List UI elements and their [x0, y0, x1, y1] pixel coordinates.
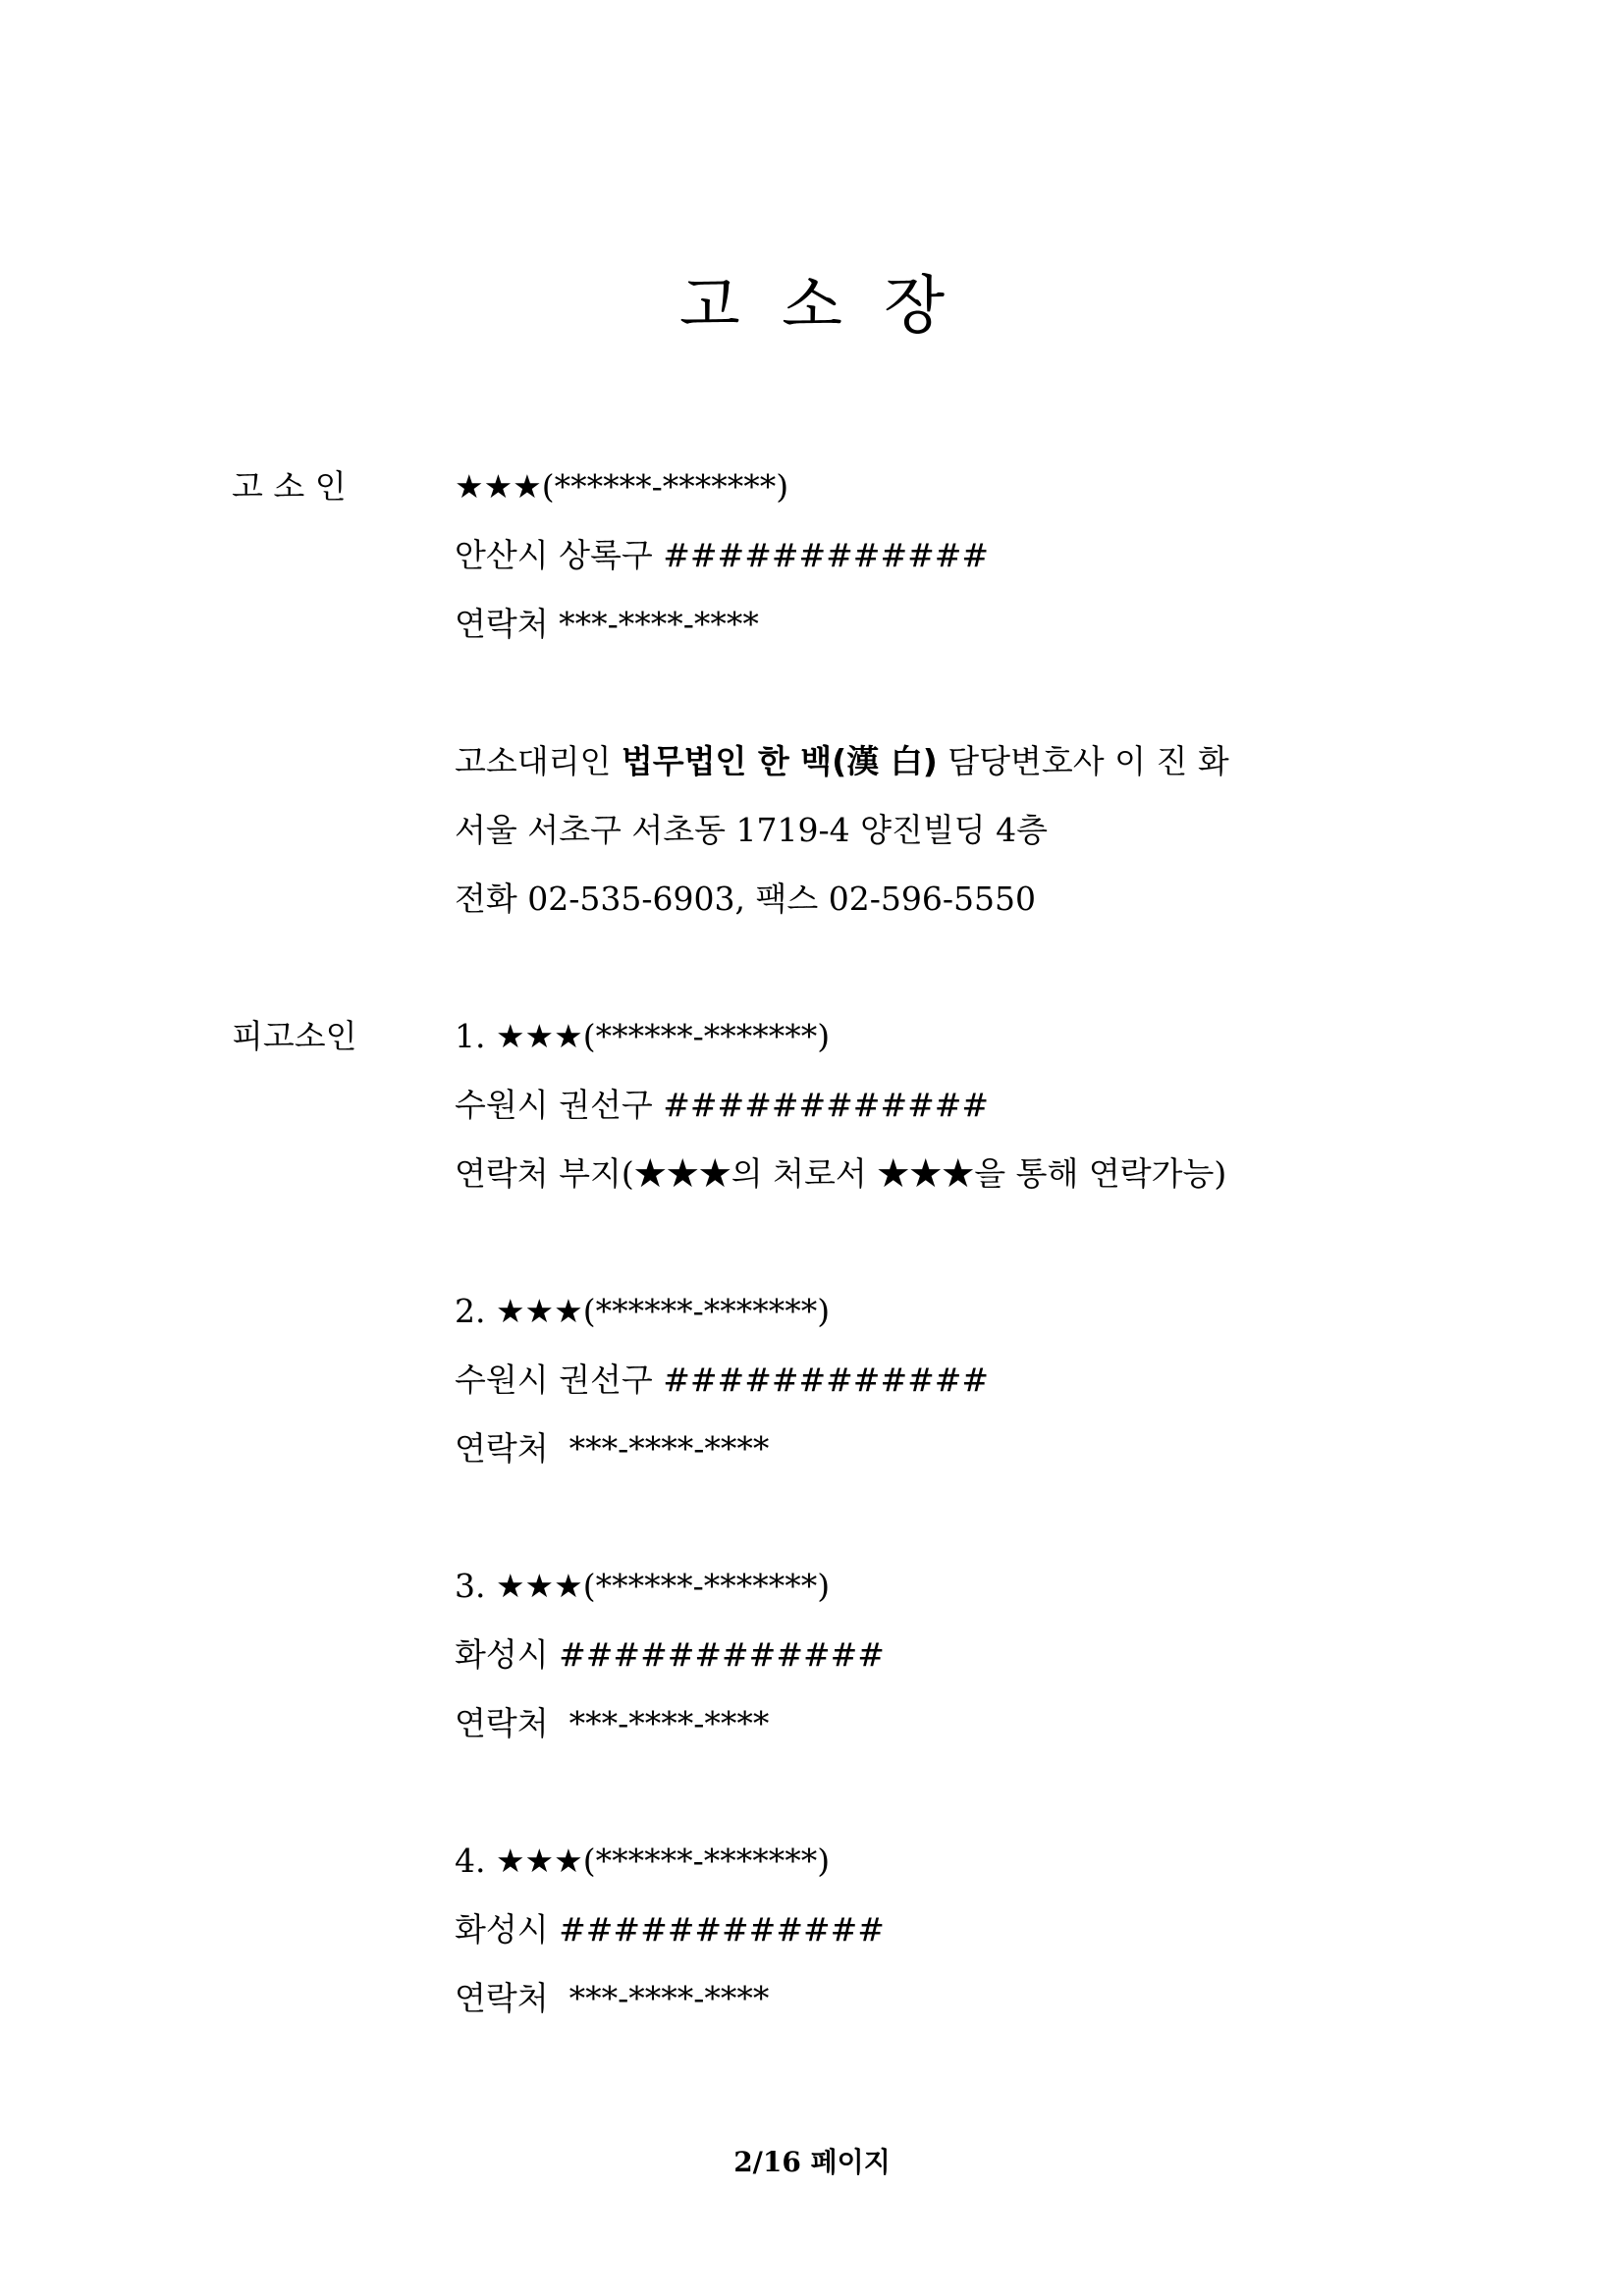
defendant-2-address: 수원시 권선구 ############: [455, 1361, 990, 1399]
defendant-1-address: 수원시 권선구 ############: [455, 1086, 990, 1124]
defendants-label: 피고소인: [232, 1017, 357, 1055]
defendant-3-address: 화성시 ############: [455, 1635, 885, 1674]
complainant-label: 고 소 인: [232, 467, 347, 506]
defendant-1-contact: 연락처 부지(★★★의 처로서 ★★★을 통해 연락가능): [455, 1154, 1227, 1193]
agent-address: 서울 서초구 서초동 1719-4 양진빌딩 4층: [455, 811, 1048, 849]
agent-line: [455, 739, 1229, 784]
defendant-3-name: 3. ★★★(******-*******): [455, 1567, 831, 1605]
defendant-4-address: 화성시 ############: [455, 1910, 885, 1949]
document-title: 고 소 장: [678, 270, 946, 343]
defendant-1-name: 1. ★★★(******-*******): [455, 1017, 831, 1055]
complainant-name: ★★★(******-*******): [455, 467, 789, 506]
agent-phone-fax: 전화 02-535-6903, 팩스 02-596-5550: [455, 880, 1036, 918]
complainant-contact: 연락처 ***-****-****: [455, 605, 759, 643]
page-number: 2/16 페이지: [733, 2146, 891, 2178]
agent-suffix: 담당변호사 이 진 화: [937, 742, 1229, 780]
defendant-4-contact: 연락처 ***-****-****: [455, 1979, 770, 2017]
complainant-address: 안산시 상록구 ############: [455, 536, 990, 574]
defendant-4-name: 4. ★★★(******-*******): [455, 1842, 831, 1880]
agent-firm: 법무법인 한 백(漢 白): [621, 742, 938, 780]
defendant-2-contact: 연락처 ***-****-****: [455, 1429, 770, 1468]
defendant-3-contact: 연락처 ***-****-****: [455, 1704, 770, 1742]
defendant-2-name: 2. ★★★(******-*******): [455, 1292, 831, 1330]
agent-prefix: 고소대리인: [455, 742, 622, 780]
